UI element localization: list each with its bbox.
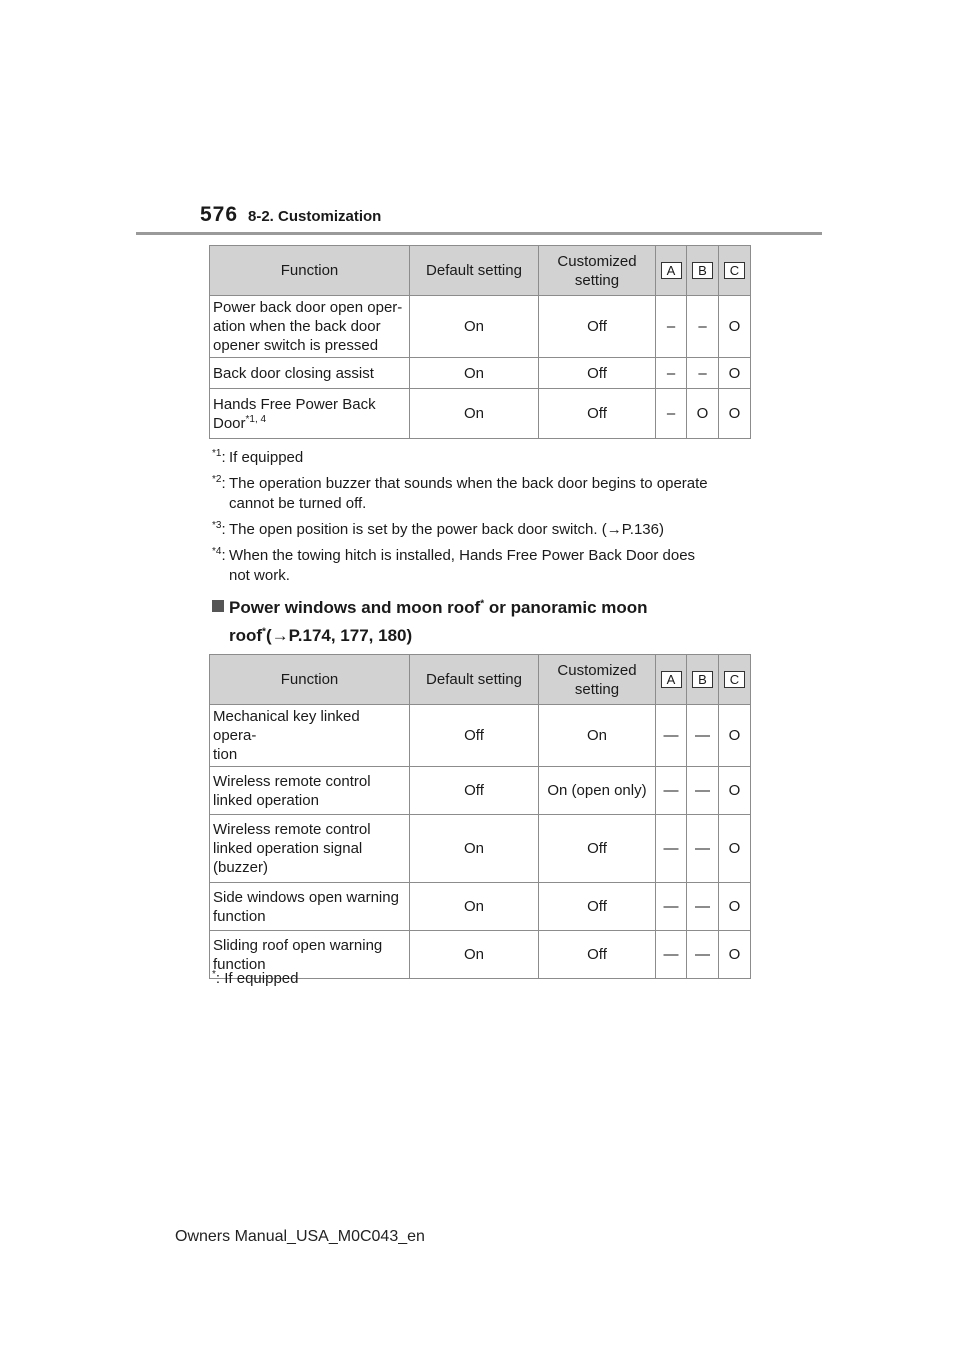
func-line: Side windows open warning: [213, 888, 399, 906]
c-cell: O: [719, 705, 751, 767]
c-cell: O: [719, 296, 751, 358]
c-cell: O: [719, 389, 751, 439]
func-line: (buzzer): [213, 859, 269, 876]
function-cell: [210, 767, 410, 815]
column-b-header: [687, 246, 719, 296]
customized-setting-column-header: [539, 655, 656, 705]
table-row: [210, 883, 751, 931]
table-header-row: [210, 246, 751, 296]
heading-text: Power windows and moon roof: [229, 598, 481, 617]
custom-cell: Off: [539, 389, 656, 439]
func-line: tion: [213, 746, 238, 763]
customized-label: Customized: [557, 661, 637, 679]
footnote-3: $^{*3}$: The open position is set by the power back door switch. (→P.136): [212, 520, 664, 538]
custom-cell: Off: [539, 815, 656, 883]
a-cell: —: [656, 931, 687, 979]
default-cell: On: [410, 815, 539, 883]
column-c-header: [719, 655, 751, 705]
table-row: [210, 389, 751, 439]
table-header-row: [210, 655, 751, 705]
arrow-icon: →: [606, 521, 622, 538]
table-row: [210, 296, 751, 358]
page-reference[interactable]: P.174, 177, 180): [288, 626, 413, 645]
func-line: opener switch is pressed: [213, 337, 379, 354]
default-cell: Off: [410, 705, 539, 767]
custom-cell: On (open only): [539, 767, 656, 815]
tag-a: A: [661, 671, 682, 688]
func-line: ation when the back door: [213, 318, 381, 335]
a-cell: —: [656, 705, 687, 767]
column-a-header: [656, 655, 687, 705]
b-cell: —: [687, 883, 719, 931]
function-cell: [210, 883, 410, 931]
default-cell: On: [410, 389, 539, 439]
table-row: [210, 767, 751, 815]
footnotes: [212, 448, 752, 592]
function-column-header: Function: [210, 655, 410, 705]
power-windows-settings-table: [209, 654, 751, 979]
default-setting-column-header: Default setting: [410, 655, 539, 705]
a-cell: —: [656, 815, 687, 883]
custom-cell: Off: [539, 931, 656, 979]
default-cell: On: [410, 358, 539, 389]
note-mark: *4: [212, 546, 222, 557]
footnote-if-equipped: [212, 970, 298, 987]
a-cell: –: [656, 296, 687, 358]
footnote-ref: *: [262, 626, 266, 638]
b-cell: O: [687, 389, 719, 439]
custom-cell: Off: [539, 883, 656, 931]
func-line: function: [213, 955, 266, 973]
square-bullet-icon: [212, 600, 224, 612]
note-text: : If equipped: [215, 970, 299, 987]
func-line: function: [213, 907, 266, 925]
customized-setting-column-header: [539, 246, 656, 296]
b-cell: —: [687, 931, 719, 979]
c-cell: O: [719, 358, 751, 389]
b-cell: —: [687, 705, 719, 767]
footnote-4: $^{*4}$: When the towing hitch is installed, Hands Free Power Back Door does not work.: [212, 546, 696, 584]
func-line: linked operation signal: [213, 840, 363, 857]
default-cell: On: [410, 883, 539, 931]
page-reference[interactable]: P.136): [621, 521, 664, 538]
tag-c: C: [724, 262, 745, 279]
tag-a: A: [661, 262, 682, 279]
note-text: cannot be turned off.: [229, 495, 367, 512]
setting-label: setting: [574, 680, 620, 698]
a-cell: —: [656, 883, 687, 931]
c-cell: O: [719, 767, 751, 815]
header-rule: [136, 232, 822, 235]
note-mark: *3: [212, 520, 222, 531]
setting-label: setting: [574, 271, 620, 289]
func-line: Sliding roof open warning: [213, 936, 383, 954]
custom-cell: Off: [539, 358, 656, 389]
footnote-ref: *1, 4: [245, 413, 267, 425]
default-cell: On: [410, 931, 539, 979]
func-line: Power back door open oper-: [213, 299, 403, 316]
note-text: When the towing hitch is installed, Hands Free Power Back Door does: [229, 547, 696, 564]
func-line: linked operation: [213, 791, 319, 809]
note-text: The operation buzzer that sounds when the back door begins to operate: [229, 475, 708, 492]
manual-footer: Owners Manual_USA_M0C043_en: [175, 1228, 425, 1245]
tag-c: C: [724, 671, 745, 688]
default-setting-column-header: Default setting: [410, 246, 539, 296]
note-text: The open position is set by the power back door switch. (: [229, 521, 607, 538]
c-cell: O: [719, 815, 751, 883]
function-cell: [210, 296, 410, 358]
func-line: Mechanical key linked opera-: [213, 708, 360, 744]
a-cell: —: [656, 767, 687, 815]
note-text: If equipped: [229, 449, 304, 466]
heading-text: (: [265, 626, 272, 645]
table-row: [210, 815, 751, 883]
power-windows-heading: [212, 594, 772, 650]
tag-b: B: [692, 262, 713, 279]
note-mark: *1: [212, 448, 222, 459]
back-door-settings-table: [209, 245, 751, 439]
table-row: [210, 705, 751, 767]
heading-text: roof: [229, 626, 263, 645]
c-cell: O: [719, 883, 751, 931]
func-line: Wireless remote control: [213, 772, 371, 790]
column-c-header: [719, 246, 751, 296]
customized-label: Customized: [557, 252, 637, 270]
b-cell: —: [687, 767, 719, 815]
column-b-header: [687, 655, 719, 705]
a-cell: –: [656, 389, 687, 439]
note-mark: *: [212, 969, 216, 980]
arrow-icon: →: [271, 626, 289, 645]
page-number: 576: [200, 203, 239, 226]
a-cell: –: [656, 358, 687, 389]
function-cell: Back door closing assist: [210, 358, 410, 389]
function-cell: [210, 815, 410, 883]
c-cell: O: [719, 931, 751, 979]
default-cell: Off: [410, 767, 539, 815]
function-column-header: Function: [210, 246, 410, 296]
footnote-ref: *: [480, 598, 485, 610]
custom-cell: On: [539, 705, 656, 767]
table-row: [210, 358, 751, 389]
note-mark: *2: [212, 474, 222, 485]
section-title: 8-2. Customization: [248, 208, 382, 225]
footnote-2: $^{*2}$: The operation buzzer that sounds when the back door begins to operate cannot be turned off.: [212, 474, 708, 512]
heading-text: or panoramic moon: [484, 598, 648, 617]
tag-b: B: [692, 671, 713, 688]
func-line: Hands Free Power Back: [213, 395, 376, 413]
func-line: Wireless remote control: [213, 821, 371, 838]
func-line: Door: [213, 414, 246, 432]
b-cell: —: [687, 815, 719, 883]
note-text: not work.: [229, 567, 290, 584]
function-cell: [210, 705, 410, 767]
default-cell: On: [410, 296, 539, 358]
footnote-1: $^{*1}$: If equipped: [212, 448, 752, 468]
b-cell: –: [687, 358, 719, 389]
column-a-header: [656, 246, 687, 296]
function-cell: [210, 389, 410, 439]
b-cell: –: [687, 296, 719, 358]
custom-cell: Off: [539, 296, 656, 358]
